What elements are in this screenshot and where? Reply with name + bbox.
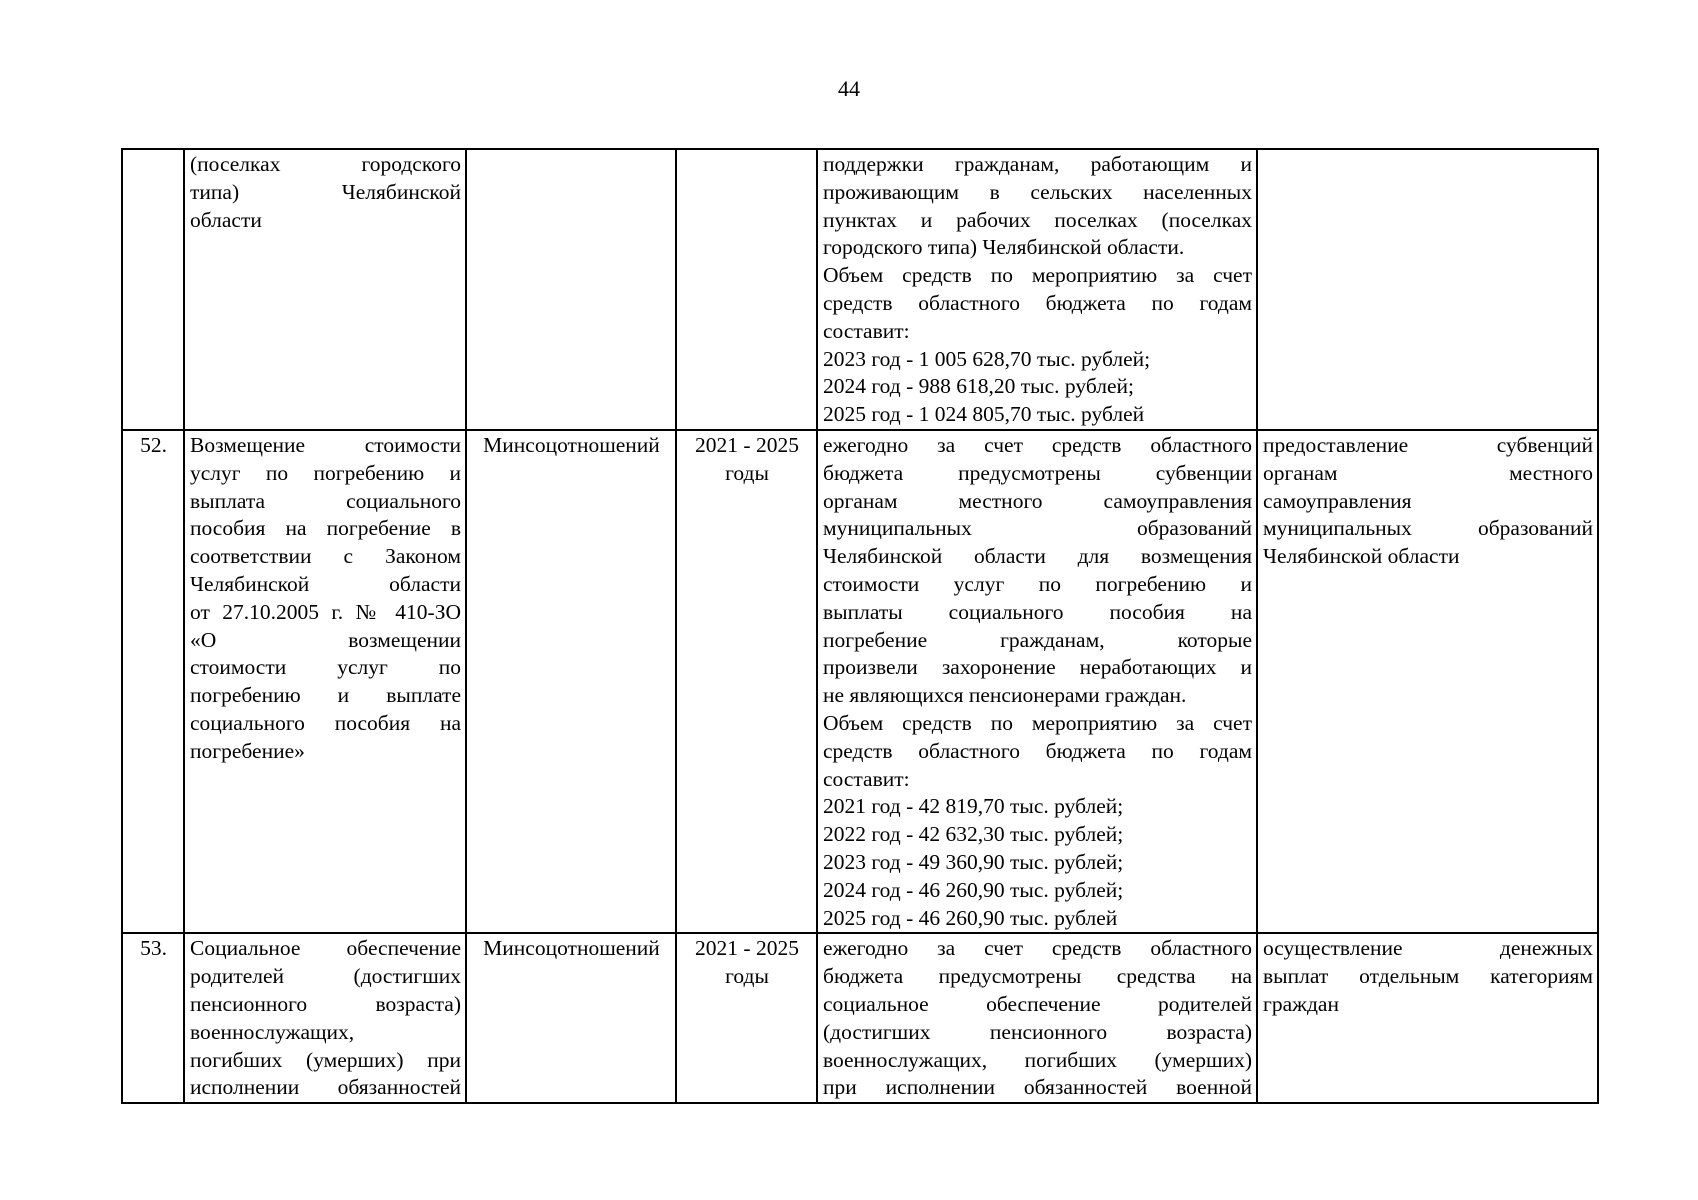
text-line: Челябинской области [190,571,461,596]
text-line: (достигших пенсионного возраста) [823,1019,1252,1044]
text-line: социальное обеспечение родителей [823,991,1252,1016]
text-line: бюджета предусмотрены средства на [823,964,1252,989]
text-line: пунктах и рабочих поселках (поселках [823,207,1252,232]
text-line: 2025 год - 1 024 805,70 тыс. рублей [823,402,1145,427]
text-line: 2024 год - 988 618,20 тыс. рублей; [823,374,1134,399]
text-line: погибших (умерших) при [190,1047,461,1072]
row-number: 53. [122,933,184,1103]
text-line: органам местного [1263,460,1593,485]
text-line: от 27.10.2005 г. № 410-ЗО [190,599,461,624]
text-line: 2021 - 2025 [695,432,799,457]
text-line: Челябинской области для возмещения [823,544,1252,569]
text-line: годы [725,964,769,989]
text-line: средств областного бюджета по годам [823,290,1252,315]
text-line: услуг по погребению и [190,460,461,485]
text-line: произвели захоронение неработающих и [823,655,1252,680]
measure-name [184,933,466,1103]
text-line: выплаты социального пособия на [823,599,1252,624]
description [817,933,1257,1103]
text-line: пособия на погребение в [190,516,461,541]
text-line: не являющихся пенсионерами граждан. [823,683,1187,708]
text-line: «О возмещении [190,627,461,652]
text-line: родителей (достигших [190,964,461,989]
term [676,149,817,430]
text-line: годы [725,460,769,485]
text-line: 2023 год - 1 005 628,70 тыс. рублей; [823,346,1151,371]
text-line: военнослужащих, [190,1019,355,1044]
program-table [121,148,1599,1104]
text-line: военнослужащих, погибших (умерших) [823,1047,1252,1072]
measure-name [184,430,466,933]
text-line: 2024 год - 46 260,90 тыс. рублей; [823,877,1124,902]
executor: Минсоцотношений [466,933,676,1103]
text-line: Объем средств по мероприятию за счет [823,263,1252,288]
text-line: Возмещение стоимости [190,432,461,457]
page-number: 44 [838,76,860,101]
text-line: исполнении обязанностей [190,1075,461,1100]
text-line: составит: [823,318,910,343]
text-line: погребению и выплате [190,683,461,708]
text-line: ежегодно за счет средств областного [823,936,1252,961]
text-line: (поселках городского [190,152,461,176]
measure-name [184,149,466,430]
text-line: погребение гражданам, которые [823,627,1252,652]
text-line: области [190,207,262,232]
term [676,933,817,1103]
description [817,149,1257,430]
table-row [122,933,1598,1103]
text-line: органам местного самоуправления [823,488,1252,513]
text-line: при исполнении обязанностей военной [823,1075,1252,1100]
text-line: Челябинской области [1263,544,1460,569]
text-line: бюджета предусмотрены субвенции [823,460,1252,485]
text-line: самоуправления [1263,488,1412,513]
table-row [122,149,1598,430]
text-line: 2023 год - 49 360,90 тыс. рублей; [823,849,1124,874]
text-line: муниципальных образований [823,516,1252,541]
text-line: ежегодно за счет средств областного [823,432,1252,457]
text-line: стоимости услуг по [190,655,461,680]
expected-result [1257,430,1598,933]
text-line: городского типа) Челябинской области. [823,235,1185,260]
row-number: 52. [122,430,184,933]
expected-result [1257,149,1598,430]
expected-result [1257,933,1598,1103]
text-line: осуществление денежных [1263,936,1593,961]
text-line: составит: [823,766,910,791]
text-line: социального пособия на [190,710,461,735]
term [676,430,817,933]
text-line: выплата социального [190,488,461,513]
text-line: 2021 - 2025 [695,936,799,961]
text-line: типа) Челябинской [190,179,461,204]
text-line: 2021 год - 42 819,70 тыс. рублей; [823,794,1124,819]
description [817,430,1257,933]
text-line: 2022 год - 42 632,30 тыс. рублей; [823,822,1124,847]
table-row [122,430,1598,933]
text-line: погребение» [190,738,305,763]
table-body [122,149,1598,1103]
text-line: 2025 год - 46 260,90 тыс. рублей [823,905,1118,930]
text-line: проживающим в сельских населенных [823,179,1252,204]
text-line: стоимости услуг по погребению и [823,571,1252,596]
row-number [122,149,184,430]
text-line: граждан [1263,991,1339,1016]
text-line: Социальное обеспечение [190,936,461,961]
executor: Минсоцотношений [466,430,676,933]
text-line: предоставление субвенций [1263,432,1593,457]
text-line: Объем средств по мероприятию за счет [823,710,1252,735]
text-line: пенсионного возраста) [190,991,461,1016]
text-line: муниципальных образований [1263,516,1593,541]
text-line: поддержки гражданам, работающим и [823,152,1252,176]
text-line: соответствии с Законом [190,544,461,569]
text-line: выплат отдельным категориям [1263,964,1593,989]
executor [466,149,676,430]
text-line: средств областного бюджета по годам [823,738,1252,763]
